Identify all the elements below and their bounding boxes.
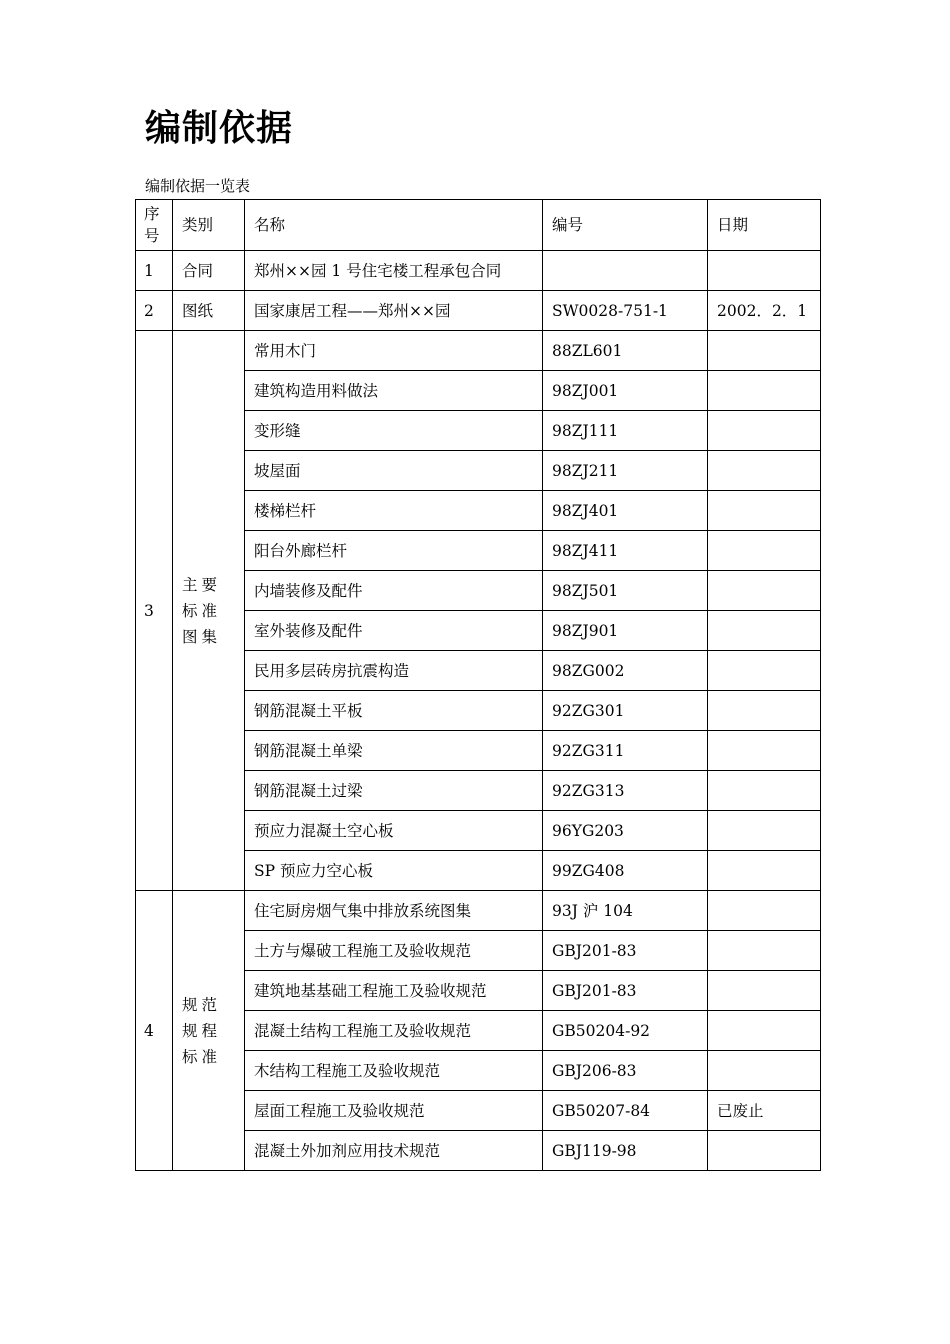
row-name: 阳台外廊栏杆	[245, 531, 543, 571]
row-date	[708, 371, 821, 411]
row-name: 建筑地基基础工程施工及验收规范	[245, 971, 543, 1011]
row-code: GB50204-92	[543, 1011, 708, 1051]
row-code: GBJ201-83	[543, 931, 708, 971]
row-date	[708, 771, 821, 811]
row-no: 3	[136, 331, 173, 891]
row-code: 96YG203	[543, 811, 708, 851]
row-date	[708, 851, 821, 891]
row-name: 混凝土外加剂应用技术规范	[245, 1131, 543, 1171]
row-code: 92ZG301	[543, 691, 708, 731]
row-name: 屋面工程施工及验收规范	[245, 1091, 543, 1131]
row-category: 规范规程标准	[173, 891, 245, 1171]
row-code: 98ZJ901	[543, 611, 708, 651]
header-date: 日期	[708, 200, 821, 251]
row-name: 室外装修及配件	[245, 611, 543, 651]
row-name: 木结构工程施工及验收规范	[245, 1051, 543, 1091]
row-name: 土方与爆破工程施工及验收规范	[245, 931, 543, 971]
row-code: 98ZG002	[543, 651, 708, 691]
row-code: 98ZJ411	[543, 531, 708, 571]
row-date: 已废止	[708, 1091, 821, 1131]
row-date	[708, 611, 821, 651]
row-name: 楼梯栏杆	[245, 491, 543, 531]
row-code	[543, 251, 708, 291]
row-date	[708, 1131, 821, 1171]
row-name: 混凝土结构工程施工及验收规范	[245, 1011, 543, 1051]
header-name: 名称	[245, 200, 543, 251]
header-code: 编号	[543, 200, 708, 251]
row-code: GBJ206-83	[543, 1051, 708, 1091]
table-caption: 编制依据一览表	[145, 177, 251, 195]
row-code: 98ZJ211	[543, 451, 708, 491]
table-row	[136, 291, 821, 331]
row-date	[708, 811, 821, 851]
row-code: 93J 沪 104	[543, 891, 708, 931]
row-name: 钢筋混凝土平板	[245, 691, 543, 731]
page-title: 编制依据	[145, 108, 294, 149]
row-name: 住宅厨房烟气集中排放系统图集	[245, 891, 543, 931]
row-no: 4	[136, 891, 173, 1171]
row-name: 坡屋面	[245, 451, 543, 491]
row-date	[708, 1051, 821, 1091]
header-no: 序号	[136, 200, 173, 251]
row-category: 图纸	[173, 291, 245, 331]
row-date	[708, 891, 821, 931]
row-name: 郑州××园 1 号住宅楼工程承包合同	[245, 251, 543, 291]
row-date	[708, 331, 821, 371]
basis-table	[135, 199, 821, 1171]
row-no: 1	[136, 251, 173, 291]
row-code: 92ZG313	[543, 771, 708, 811]
row-code: 98ZJ401	[543, 491, 708, 531]
row-name: 钢筋混凝土过梁	[245, 771, 543, 811]
row-name: 国家康居工程——郑州××园	[245, 291, 543, 331]
table-row	[136, 251, 821, 291]
row-date	[708, 531, 821, 571]
row-code: GBJ119-98	[543, 1131, 708, 1171]
row-no: 2	[136, 291, 173, 331]
table-row	[136, 331, 821, 371]
row-date	[708, 1011, 821, 1051]
table-row	[136, 891, 821, 931]
row-code: SW0028-751-1	[543, 291, 708, 331]
table-header-row	[136, 200, 821, 251]
row-code: 98ZJ111	[543, 411, 708, 451]
row-date	[708, 971, 821, 1011]
row-date	[708, 411, 821, 451]
row-name: 预应力混凝土空心板	[245, 811, 543, 851]
row-date	[708, 491, 821, 531]
header-category: 类别	[173, 200, 245, 251]
row-code: GBJ201-83	[543, 971, 708, 1011]
row-code: GB50207-84	[543, 1091, 708, 1131]
row-name: 钢筋混凝土单梁	[245, 731, 543, 771]
row-name: 民用多层砖房抗震构造	[245, 651, 543, 691]
row-date	[708, 931, 821, 971]
row-code: 98ZJ001	[543, 371, 708, 411]
row-code: 88ZL601	[543, 331, 708, 371]
row-date	[708, 691, 821, 731]
row-category: 主要标准图集	[173, 331, 245, 891]
row-date	[708, 451, 821, 491]
row-date: 2002．2．1	[708, 291, 821, 331]
row-date	[708, 251, 821, 291]
row-date	[708, 651, 821, 691]
row-date	[708, 731, 821, 771]
row-code: 99ZG408	[543, 851, 708, 891]
row-code: 98ZJ501	[543, 571, 708, 611]
table-body	[136, 251, 821, 1171]
row-date	[708, 571, 821, 611]
row-name: 变形缝	[245, 411, 543, 451]
row-category: 合同	[173, 251, 245, 291]
row-name: 建筑构造用料做法	[245, 371, 543, 411]
row-name: SP 预应力空心板	[245, 851, 543, 891]
row-name: 常用木门	[245, 331, 543, 371]
row-name: 内墙装修及配件	[245, 571, 543, 611]
row-code: 92ZG311	[543, 731, 708, 771]
